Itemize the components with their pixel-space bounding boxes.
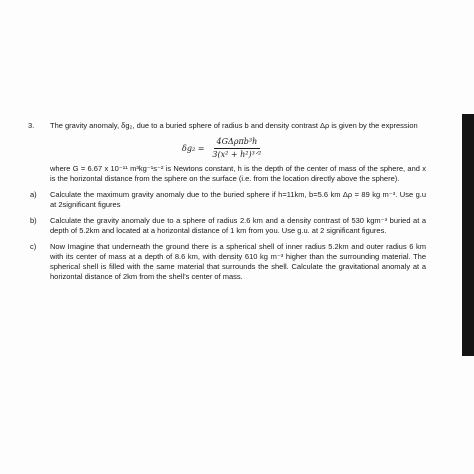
question-header	[28, 121, 426, 131]
formula-denominator: 3(x² + h²)³ᐟ²	[212, 150, 262, 159]
question-intro: The gravity anomaly, δg₂, due to a buried sphere of radius b and density contrast Δρ is given by the expression	[50, 121, 418, 130]
part-a-text: Calculate the maximum gravity anomaly due to the buried sphere if h=11km, b=5.6 km Δρ = 89 kg m⁻³. Use g.u at 2significant figures	[50, 190, 426, 209]
question-number: 3.	[28, 121, 35, 130]
part-c-text: Now Imagine that underneath the ground there is a spherical shell of inner radius 5.2km and outer radius 6 km with its center of mass at a depth of 8.6 km, with density 610 kg m⁻³ higher than the surrounding material. The spherical shell is filled with the same material that surrounds the shell. Calculate the gravitational anomaly at a horizontal distance of 2km from the shell's center of mass.	[50, 242, 426, 281]
part-c-label: c)	[30, 242, 37, 251]
right-edge-bar	[462, 114, 474, 356]
part-c	[28, 242, 426, 282]
part-b-text: Calculate the gravity anomaly due to a sphere of radius 2.6 km and a density contrast of 530 kgm⁻³ buried at a depth of 5.2km and located at a horizontal distance of 1 km from you. Use g.u. at 2 significant figures.	[50, 216, 426, 235]
part-a	[28, 190, 426, 210]
part-b	[28, 216, 426, 236]
formula-description: where G = 6.67 x 10⁻¹¹ m³kg⁻¹s⁻² is Newtons constant, h is the depth of the center of mass of the sphere, and x is the horizontal distance from the sphere on the surface (i.e. from the location directly above the sphere).	[50, 164, 426, 183]
gravity-anomaly-formula	[182, 137, 426, 160]
formula-fraction	[209, 137, 264, 160]
formula-numerator: 4GΔρπb³h	[214, 137, 261, 149]
part-a-label: a)	[30, 190, 37, 199]
formula-lhs: δg₂ =	[182, 143, 205, 153]
question-block	[28, 121, 426, 282]
part-b-label: b)	[30, 216, 37, 225]
